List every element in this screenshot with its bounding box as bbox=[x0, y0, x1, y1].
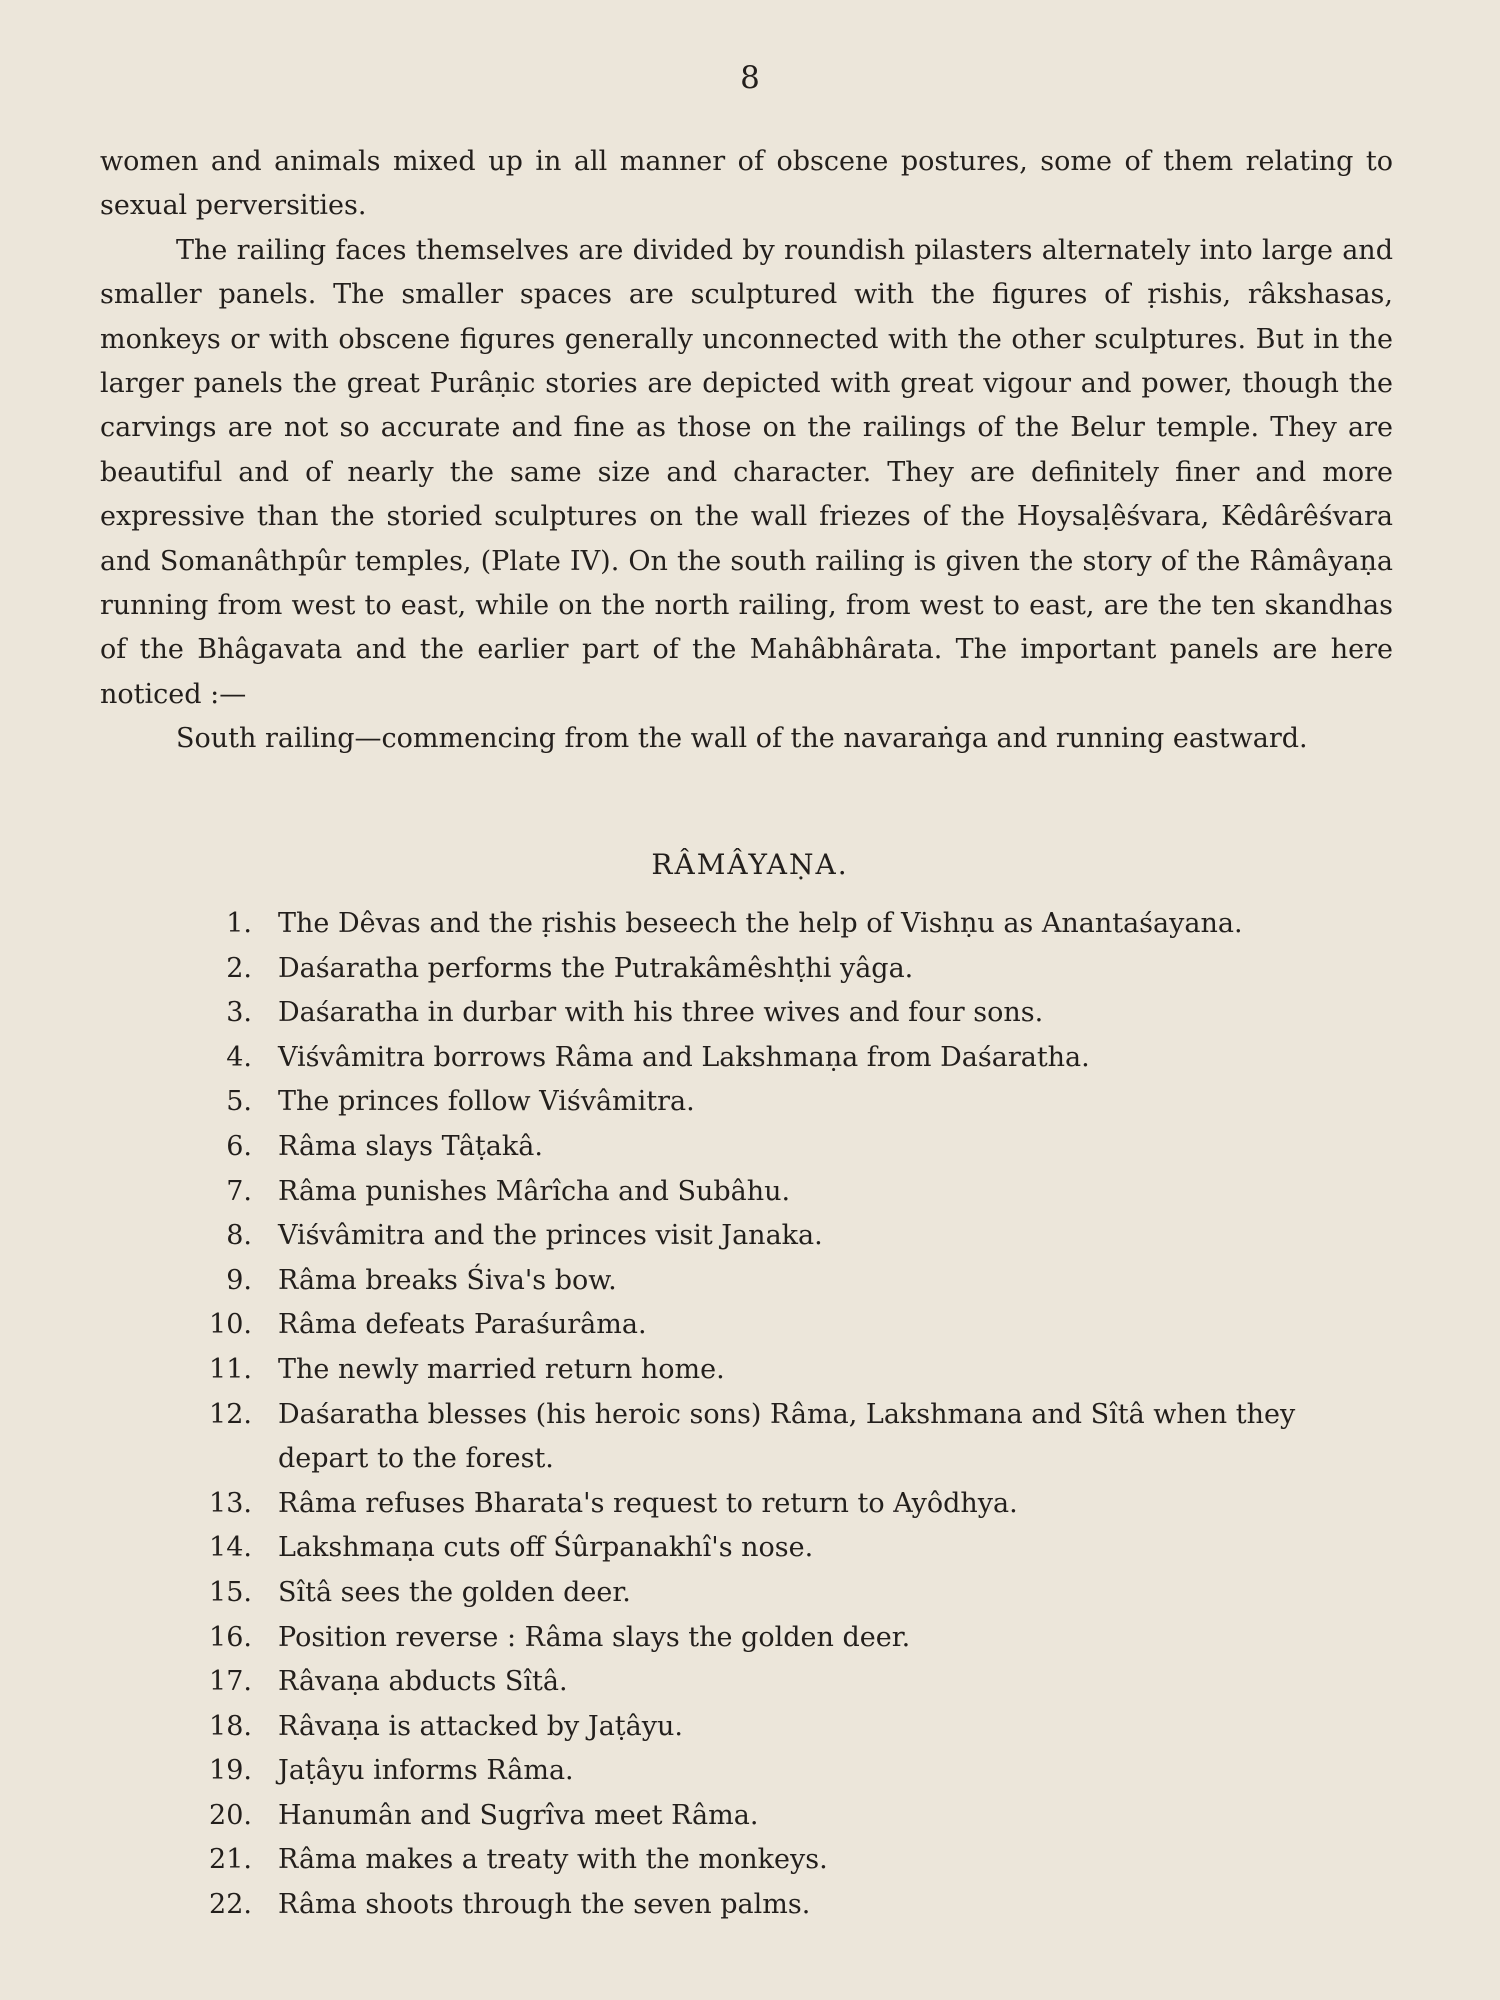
item-text: The newly married return home. bbox=[278, 1353, 725, 1385]
item-number: 14. bbox=[209, 1532, 252, 1564]
item-number: 16. bbox=[209, 1621, 252, 1653]
item-text: Position reverse : Râma slays the golden deer. bbox=[278, 1621, 911, 1653]
item-number: 13. bbox=[209, 1487, 252, 1519]
item-text: The princes follow Viśvâmitra. bbox=[278, 1086, 695, 1118]
item-number: 19. bbox=[209, 1755, 252, 1787]
list-item bbox=[200, 991, 1400, 1036]
item-number: 3. bbox=[226, 997, 252, 1029]
paragraph: women and animals mixed up in all manner of obscene postures, some of them relating to sexual perversities. bbox=[100, 146, 1393, 222]
item-text: Daśaratha in durbar with his three wives and four sons. bbox=[278, 997, 1044, 1029]
list-item bbox=[200, 1749, 1400, 1794]
item-text: Râvaṇa is attacked by Jaṭâyu. bbox=[278, 1710, 683, 1742]
item-text: Râma refuses Bharata's request to return to Ayôdhya. bbox=[278, 1487, 1018, 1519]
item-number: 22. bbox=[209, 1889, 252, 1921]
list-item bbox=[200, 1616, 1400, 1661]
item-number: 4. bbox=[226, 1041, 252, 1073]
item-text: Râma punishes Mârîcha and Subâhu. bbox=[278, 1175, 791, 1207]
list-item bbox=[200, 1526, 1400, 1571]
list-item bbox=[200, 1794, 1400, 1839]
list-item bbox=[200, 1393, 1400, 1482]
item-number: 20. bbox=[209, 1799, 252, 1831]
item-number: 6. bbox=[226, 1130, 252, 1162]
body-text bbox=[100, 140, 1393, 762]
item-text: Râma slays Tâṭakâ. bbox=[278, 1130, 543, 1162]
item-text: Jaṭâyu informs Râma. bbox=[278, 1755, 574, 1787]
item-text: Hanumân and Sugrîva meet Râma. bbox=[278, 1799, 759, 1831]
list-item bbox=[200, 1170, 1400, 1215]
list-item bbox=[200, 1883, 1400, 1928]
item-number: 11. bbox=[209, 1353, 252, 1385]
item-number: 1. bbox=[226, 908, 252, 939]
item-text: Daśaratha performs the Putrakâmêshṭhi yâga. bbox=[278, 952, 914, 984]
list-item bbox=[200, 1660, 1400, 1705]
list-item bbox=[200, 1080, 1400, 1125]
list-item bbox=[200, 1259, 1400, 1304]
item-number: 8. bbox=[226, 1220, 252, 1252]
list-item bbox=[200, 902, 1400, 947]
list-item bbox=[200, 1036, 1400, 1081]
item-text: Râma defeats Paraśurâma. bbox=[278, 1309, 647, 1341]
list-item bbox=[200, 1838, 1400, 1883]
item-text: Râma shoots through the seven palms. bbox=[278, 1889, 811, 1921]
item-number: 21. bbox=[209, 1844, 252, 1876]
list-item bbox=[200, 1705, 1400, 1750]
item-text: Viśvâmitra borrows Râma and Lakshmaṇa from Daśaratha. bbox=[278, 1041, 1090, 1073]
item-text: Viśvâmitra and the princes visit Janaka. bbox=[278, 1220, 823, 1252]
item-number: 18. bbox=[209, 1710, 252, 1742]
paragraph: The railing faces themselves are divided by roundish pilasters alternately into large and smaller panels. The smaller spaces are sculptured with the figures of ṛishis, râkshasas, monkeys or with obscene figures generally unconnected with the other sculptures. But in the larger panels the great Purâṇic stories are depicted with great vigour and power, though the carvings are not so accurate and fine as those on the railings of the Belur temple. They are beautiful and of nearly the same size and character. They are definitely finer and more expressive than the storied sculptures on the wall friezes of the Hoysaḷêśvara, Kêdârêśvara and Somanâthpûr temples, (Plate IV). On the south railing is given the story of the Râmâyaṇa running from west to east, while on the north railing, from west to east, are the ten skandhas of the Bhâgavata and the earlier part of the Mahâbhârata. The important panels are here noticed :— bbox=[100, 234, 1393, 710]
page-number: 8 bbox=[740, 60, 760, 96]
item-number: 10. bbox=[209, 1309, 252, 1341]
ramayana-list bbox=[200, 902, 1400, 1928]
item-text: Râma breaks Śiva's bow. bbox=[278, 1264, 617, 1296]
item-text: Daśaratha blesses (his heroic sons) Râma, Lakshmana and Sîtâ when they depart to the forest. bbox=[278, 1398, 1296, 1475]
list-item bbox=[200, 1348, 1400, 1393]
list-item bbox=[200, 1125, 1400, 1170]
item-text: The Dêvas and the ṛishis beseech the help of Vishṇu as Anantaśayana. bbox=[278, 908, 1243, 939]
section-heading: RÂMÂYAṆA. bbox=[651, 848, 849, 881]
item-text: Lakshmaṇa cuts off Śûrpanakhî's nose. bbox=[278, 1532, 814, 1564]
item-number: 12. bbox=[209, 1398, 252, 1430]
list-item bbox=[200, 1482, 1400, 1527]
list-item bbox=[200, 1214, 1400, 1259]
item-text: Râvaṇa abducts Sîtâ. bbox=[278, 1666, 568, 1698]
list-item bbox=[200, 947, 1400, 992]
item-number: 9. bbox=[226, 1264, 252, 1296]
item-number: 5. bbox=[226, 1086, 252, 1118]
item-number: 7. bbox=[226, 1175, 252, 1207]
item-number: 2. bbox=[226, 952, 252, 984]
item-text: Sîtâ sees the golden deer. bbox=[278, 1576, 631, 1608]
list-item bbox=[200, 1571, 1400, 1616]
item-number: 17. bbox=[209, 1666, 252, 1698]
paragraph: South railing—commencing from the wall of the navaraṅga and running eastward. bbox=[176, 723, 1308, 755]
list-item bbox=[200, 1303, 1400, 1348]
item-text: Râma makes a treaty with the monkeys. bbox=[278, 1844, 828, 1876]
item-number: 15. bbox=[209, 1576, 252, 1608]
